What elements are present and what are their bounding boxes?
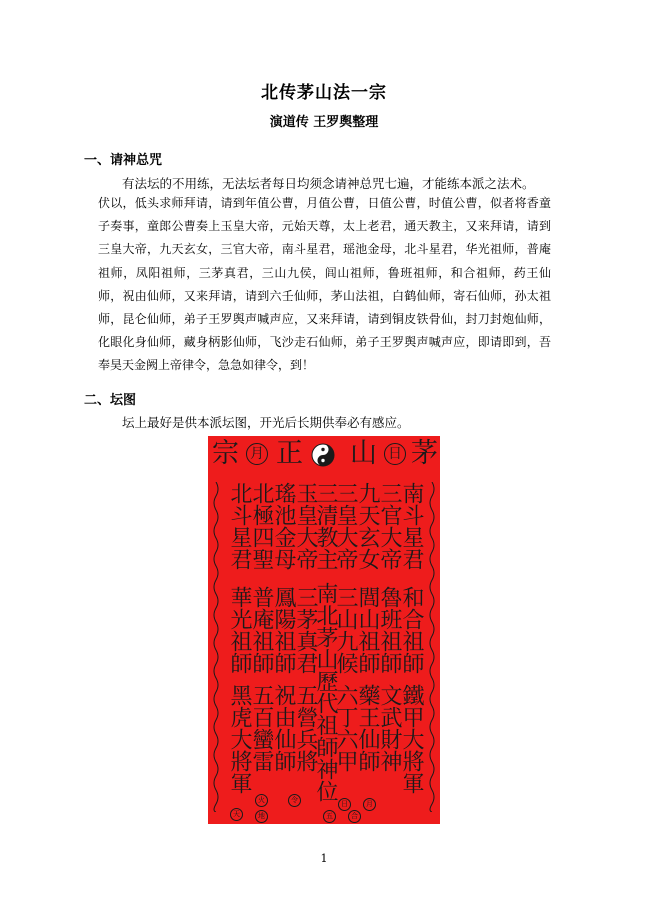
deity-column: 三皇大帝 [333, 482, 358, 570]
small-circle-char: 地 [255, 810, 268, 823]
left-wavy-border [212, 482, 220, 812]
deity-column: 和合祖師 [399, 586, 424, 674]
deity-column: 閭山祖師 [355, 586, 380, 674]
document-subtitle: 演道传 王罗舆整理 [269, 115, 379, 130]
deity-column: 五營兵將 [293, 684, 318, 772]
deity-column: 祝由仙師 [271, 684, 296, 772]
deity-column: 三官大帝 [377, 482, 402, 570]
deity-column: 鐵甲大將軍 [399, 684, 424, 794]
altar-top-circle-char: 日 [384, 443, 406, 465]
small-circle-char: 日 [338, 798, 351, 811]
altar-top-char: 山 [350, 438, 377, 469]
right-wavy-border [428, 482, 436, 812]
altar-top-char: 宗 [212, 438, 239, 469]
deity-column: 三清教主 [313, 482, 338, 570]
deity-column: 九天玄女 [355, 482, 380, 570]
section-heading-altar: 二、坛图 [84, 393, 137, 408]
yin-yang-icon [311, 443, 335, 467]
small-circle-char: 五 [323, 810, 336, 823]
small-circle-char: 合 [348, 810, 361, 823]
deity-column: 藥王仙師 [355, 684, 380, 772]
section-intro-invocation: 有法坛的不用练，无法坛者每日均须念请神总咒七遍，才能练本派之法术。 [122, 176, 535, 191]
deity-column: 北斗星君 [227, 482, 252, 570]
deity-column: 南斗星君 [399, 482, 424, 570]
small-circle-char: 火 [255, 794, 268, 807]
small-circle-char: 月 [363, 798, 376, 811]
altar-top-char: 正 [276, 438, 303, 469]
deity-column: 華光祖師 [227, 586, 252, 674]
deity-column: 三茅真君 [293, 586, 318, 674]
deity-column: 黑虎大將軍 [227, 684, 252, 794]
deity-column: 北極四聖 [249, 482, 274, 570]
altar-top-circle-char: 月 [246, 443, 268, 465]
deity-column: 瑤池金母 [271, 482, 296, 570]
deity-column: 文武財神 [377, 684, 402, 772]
center-ancestor-column: 南北茅山歷代祖師神位 [313, 582, 338, 802]
deity-column: 魯班祖師 [377, 586, 402, 674]
deity-column: 六丁六甲 [333, 684, 358, 772]
deity-column: 普庵祖師 [249, 586, 274, 674]
deity-column: 鳳陽祖師 [271, 586, 296, 674]
small-circle-char: 天 [230, 808, 243, 821]
deity-column: 三山九候 [333, 586, 358, 674]
small-circle-char: 令 [288, 794, 301, 807]
invocation-text: 伏以，低头求师拜请，请到年值公曹，月值公曹，日值公曹，时值公曹，似者将香童子奏事，童郎公曹奏上玉皇大帝，元始天尊，太上老君，通天教主，又来拜请，请到三皇大帝，九天玄女，三官大帝，南斗星君，瑶池金母，北斗星君，华光祖师，普庵祖师，凤阳祖师，三茅真君，三山九侯，闾山祖师，鲁班祖师，和合祖师，药王仙师，祝由仙师，又来拜请，请到六壬仙师，茅山法祖，白鹤仙师，寄石仙师，孙太祖师，昆仑仙师，弟子王罗舆声喊声应，又来拜请，请到铜皮铁骨仙，封刀封炮仙师，化眼化身仙师，藏身柄影仙师，飞沙走石仙师，弟子王罗舆声喊声应，即请即到，吾奉昊天金阙上帝律令，急急如律令，到！ [98, 196, 551, 373]
document-title: 北传茅山法一宗 [261, 83, 387, 103]
deity-column: 玉皇大帝 [293, 482, 318, 570]
altar-top-char: 茅 [411, 438, 438, 469]
page-number: 1 [320, 852, 328, 865]
altar-top-row [208, 436, 440, 474]
section-heading-invocation: 一、请神总咒 [84, 153, 163, 168]
deity-column: 五百蠻雷 [249, 684, 274, 772]
section-intro-altar: 坛上最好是供本派坛图，开光后长期供奉必有感应。 [122, 415, 410, 430]
altar-diagram [208, 436, 440, 824]
